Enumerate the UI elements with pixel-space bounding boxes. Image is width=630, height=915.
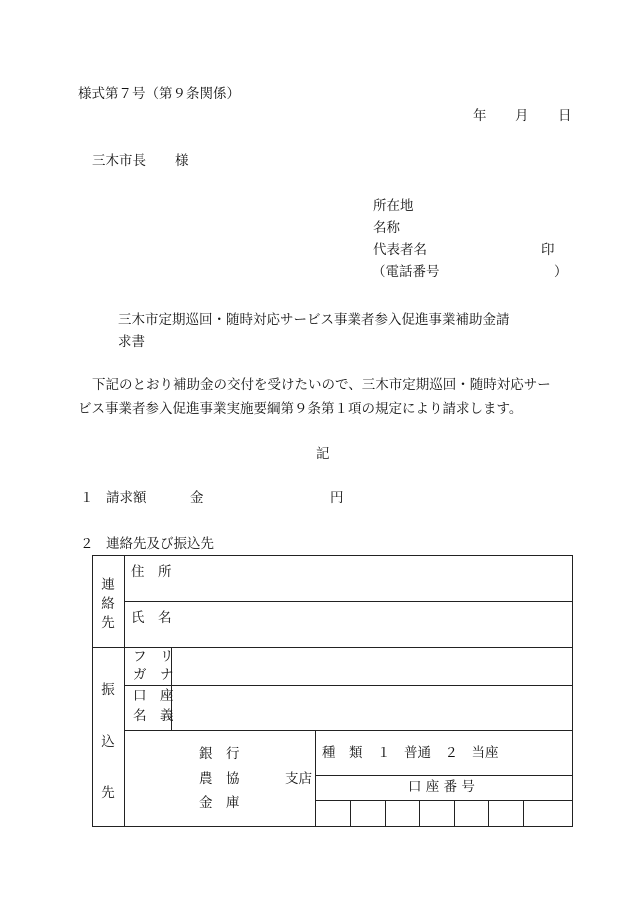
bank-type-kinko: 金 庫 [199,795,240,811]
item2-label: 連絡先及び振込先 [106,536,214,552]
form-number: 様式第７号（第９条関係） [78,86,240,102]
table-border-left [92,555,93,827]
item1-kin: 金 [190,490,204,506]
furigana-label-2: ガ ナ [133,667,174,683]
ki-heading: 記 [316,446,330,462]
bank-type-bank: 銀 行 [199,746,240,762]
furigana-label-1: フ リ [133,649,174,665]
account-digit-cell-divider [350,800,351,827]
addressee-name: 三木市長 [92,153,146,169]
applicant-phone-label: （電話番号 [372,264,440,280]
date-day: 日 [558,108,572,124]
bank-type-agri: 農 協 [199,771,240,787]
title-line-2: 求書 [118,334,145,350]
item1-label: 請求額 [106,490,147,506]
table-border-bottom [92,826,573,827]
applicant-representative-label: 代表者名 [373,242,427,258]
name-label: 氏 名 [131,610,172,626]
body-line-1: 下記のとおり補助金の交付を受けたいので、三木市定期巡回・随時対応サー [92,377,551,393]
body-line-2: ビス事業者参入促進事業実施要綱第９条第１項の規定により請求します。 [78,401,523,417]
date-month: 月 [515,108,529,124]
account-name-label-2: 名 義 [133,708,174,724]
item2-number: ２ [80,536,94,552]
contact-header: 連 絡 先 [101,577,115,631]
account-type-options: １ 普通 ２ 当座 [377,745,499,761]
address-label: 住 所 [131,564,172,580]
title-line-1: 三木市定期巡回・随時対応サービス事業者参入促進事業補助金請 [118,312,510,328]
item1-number: １ [80,490,94,506]
table-border-right [572,555,573,827]
account-type-label: 種 類 [322,745,363,761]
seal-mark: 印 [541,242,555,258]
applicant-name-label: 名称 [373,220,400,236]
branch-label: 支店 [285,771,312,787]
item1-yen: 円 [330,490,344,506]
applicant-phone-close: ） [554,264,568,280]
date-year: 年 [473,108,487,124]
account-name-label-1: 口 座 [133,688,174,704]
addressee-honorific: 様 [175,153,189,169]
table-border-top [92,555,572,556]
transfer-header: 振 込 先 [101,682,115,801]
applicant-location-label: 所在地 [373,198,414,214]
account-number-label: 口 座 番 号 [408,779,475,795]
